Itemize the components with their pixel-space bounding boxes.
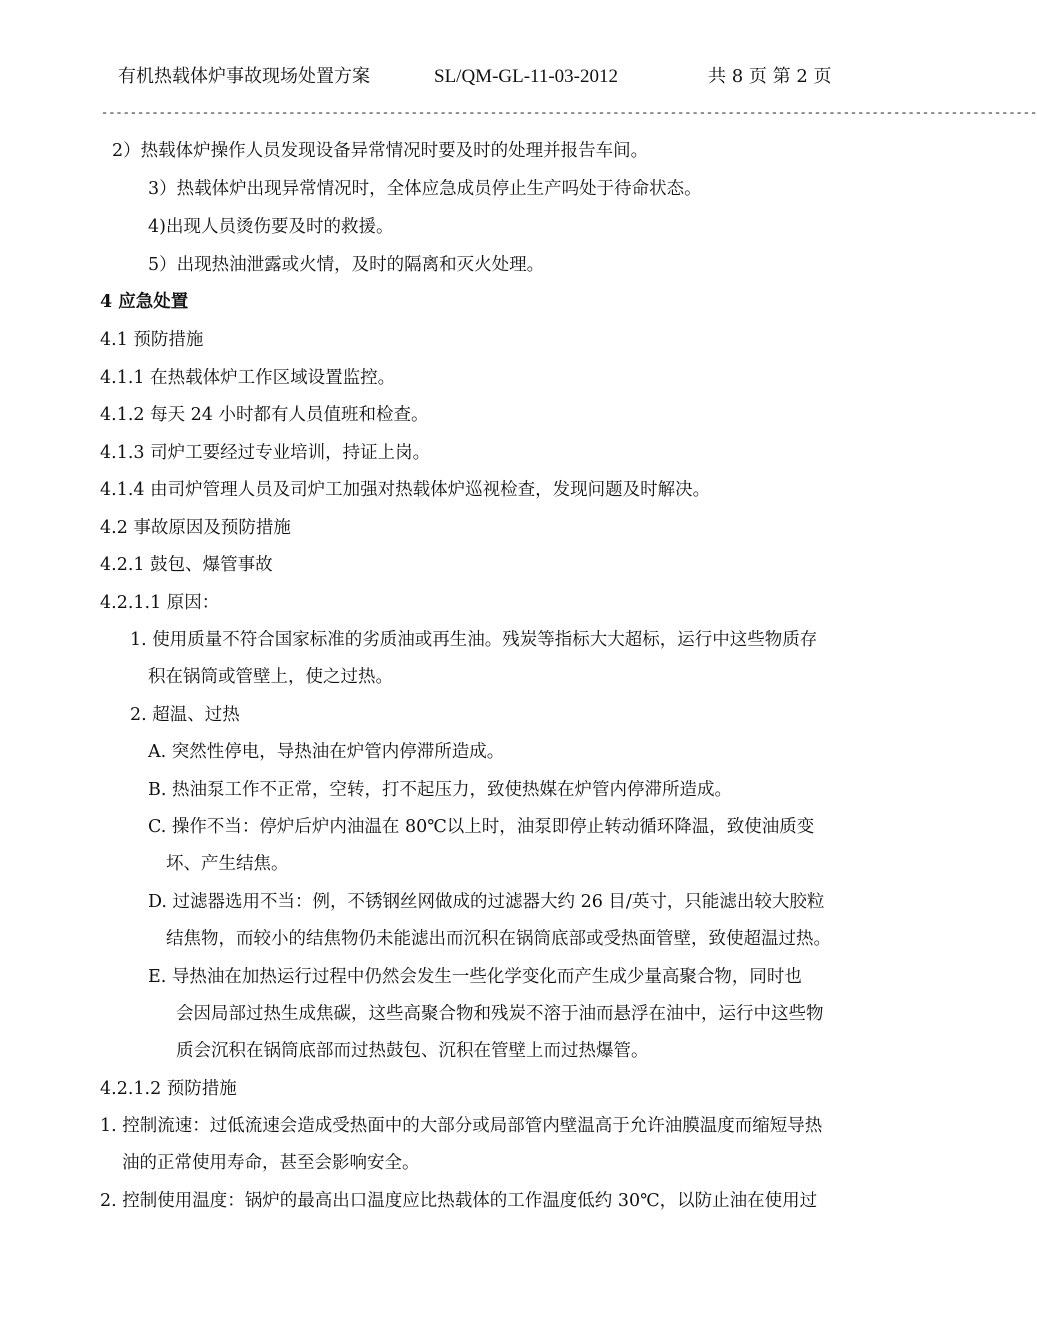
subsection-heading: 4.2.1.2 预防措施 — [100, 1079, 237, 1099]
text-line: 2）热载体炉操作人员发现设备异常情况时要及时的处理并报告车间。 — [112, 141, 649, 161]
page-number: 共 8 页 第 2 页 — [708, 66, 832, 87]
list-item: 2. 控制使用温度：锅炉的最高出口温度应比热载体的工作温度低约 30℃，以防止油在使用过 — [100, 1191, 818, 1211]
list-item: 1. 使用质量不符合国家标准的劣质油或再生油。残炭等指标大大超标，运行中这些物质存 — [130, 630, 818, 650]
list-item-continuation: 积在锅筒或管壁上，使之过热。 — [148, 667, 393, 687]
text-line: 4.1.2 每天 24 小时都有人员值班和检查。 — [100, 405, 429, 425]
header-divider: ---------------------------------------------------------------------------------------------------------------------------------- — [101, 106, 1037, 120]
text-line: 4.1.1 在热载体炉工作区域设置监控。 — [100, 368, 396, 388]
list-item: C. 操作不当：停炉后炉内油温在 80℃以上时，油泵即停止转动循环降温，致使油质变 — [148, 817, 815, 837]
text-line: 4)出现人员烫伤要及时的救援。 — [148, 217, 394, 237]
page-header — [0, 64, 950, 90]
text-line: 4.1.3 司炉工要经过专业培训，持证上岗。 — [100, 443, 431, 463]
list-item: 1. 控制流速：过低流速会造成受热面中的大部分或局部管内壁温高于允许油膜温度而缩短导热 — [100, 1116, 823, 1136]
list-item-continuation: 油的正常使用寿命，甚至会影响安全。 — [122, 1153, 420, 1173]
subsection-heading: 4.2.1 鼓包、爆管事故 — [100, 555, 273, 575]
list-item-continuation: 结焦物，而较小的结焦物仍未能滤出而沉积在锅筒底部或受热面管壁，致使超温过热。 — [166, 929, 831, 949]
list-item: 2. 超温、过热 — [130, 705, 240, 725]
list-item-continuation: 质会沉积在锅筒底部而过热鼓包、沉积在管壁上而过热爆管。 — [176, 1041, 649, 1061]
text-line: 3）热载体炉出现异常情况时，全体应急成员停止生产吗处于待命状态。 — [148, 179, 702, 199]
subsection-heading: 4.1 预防措施 — [100, 330, 204, 350]
section-heading: 4 应急处置 — [100, 292, 189, 312]
list-item: A. 突然性停电，导热油在炉管内停滞所造成。 — [148, 742, 505, 762]
list-item: D. 过滤器选用不当：例，不锈钢丝网做成的过滤器大约 26 目/英寸，只能滤出较大胶粒 — [148, 892, 825, 912]
list-item-continuation: 坏、产生结焦。 — [166, 854, 289, 874]
subsection-heading: 4.2 事故原因及预防措施 — [100, 518, 291, 538]
list-item: B. 热油泵工作不正常，空转，打不起压力，致使热媒在炉管内停滞所造成。 — [148, 780, 732, 800]
text-line: 4.1.4 由司炉管理人员及司炉工加强对热载体炉巡视检查，发现问题及时解决。 — [100, 480, 711, 500]
document-title: 有机热载体炉事故现场处置方案 — [118, 66, 370, 87]
list-item-continuation: 会因局部过热生成焦碳，这些高聚合物和残炭不溶于油而悬浮在油中，运行中这些物 — [176, 1004, 824, 1024]
subsection-heading: 4.2.1.1 原因： — [100, 593, 220, 613]
document-code: SL/QM-GL-11-03-2012 — [434, 66, 618, 87]
list-item: E. 导热油在加热运行过程中仍然会发生一些化学变化而产生成少量高聚合物，同时也 — [148, 967, 802, 987]
text-line: 5）出现热油泄露或火情，及时的隔离和灭火处理。 — [148, 255, 545, 275]
